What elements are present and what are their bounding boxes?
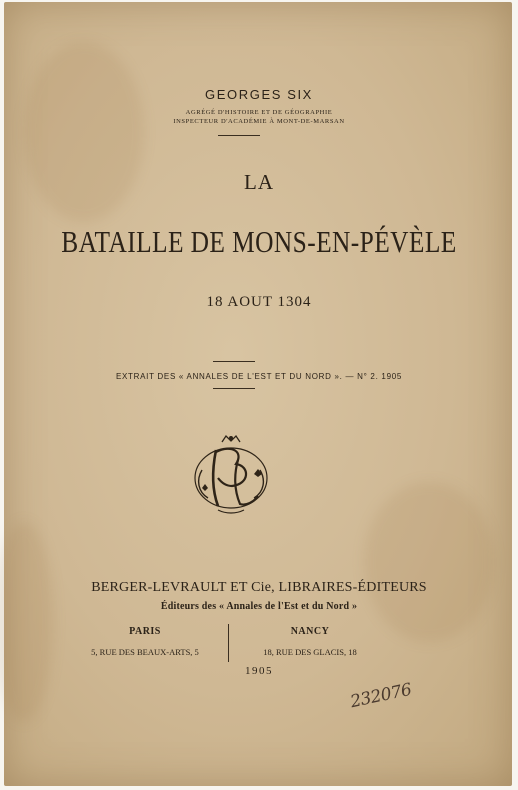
nancy-address: 18, RUE DES GLACIS, 18 xyxy=(263,647,357,657)
publication-year: 1905 xyxy=(245,665,273,677)
address-divider xyxy=(228,624,229,662)
paper-stain xyxy=(0,522,54,722)
author-affiliation-line-2: INSPECTEUR D'ACADÉMIE À MONT-DE-MARSAN xyxy=(173,118,345,125)
monogram-emblem-icon xyxy=(188,430,274,516)
nancy-city-label: NANCY xyxy=(290,626,330,637)
publisher-name: BERGER-LEVRAULT ET Cie, LIBRAIRES-ÉDITEURS xyxy=(91,580,427,595)
paris-city-label: PARIS xyxy=(129,626,161,637)
extract-note: EXTRAIT DES « ANNALES DE L'EST ET DU NORD ». — N° 2. 1905 xyxy=(115,372,403,381)
paper-stain xyxy=(364,482,494,642)
handwritten-catalog-number: 232076 xyxy=(348,679,414,713)
battle-date: 18 AOUT 1304 xyxy=(206,294,312,310)
title-prefix: LA xyxy=(244,170,274,194)
publisher-editors-line: Éditeurs des « Annales de l'Est et du Nord » xyxy=(160,601,358,612)
book-title: BATAILLE DE MONS-EN-PÉVÈLE xyxy=(61,224,457,259)
extract-top-rule xyxy=(213,361,255,362)
extract-bottom-rule xyxy=(213,388,255,389)
paper-stain xyxy=(24,42,144,222)
paris-address: 5, RUE DES BEAUX-ARTS, 5 xyxy=(91,647,199,657)
author-divider-rule xyxy=(218,135,260,136)
author-affiliation-line-1: AGRÉGÉ D'HISTOIRE ET DE GÉOGRAPHIE xyxy=(185,109,333,116)
author-name: GEORGES SIX xyxy=(205,87,313,102)
